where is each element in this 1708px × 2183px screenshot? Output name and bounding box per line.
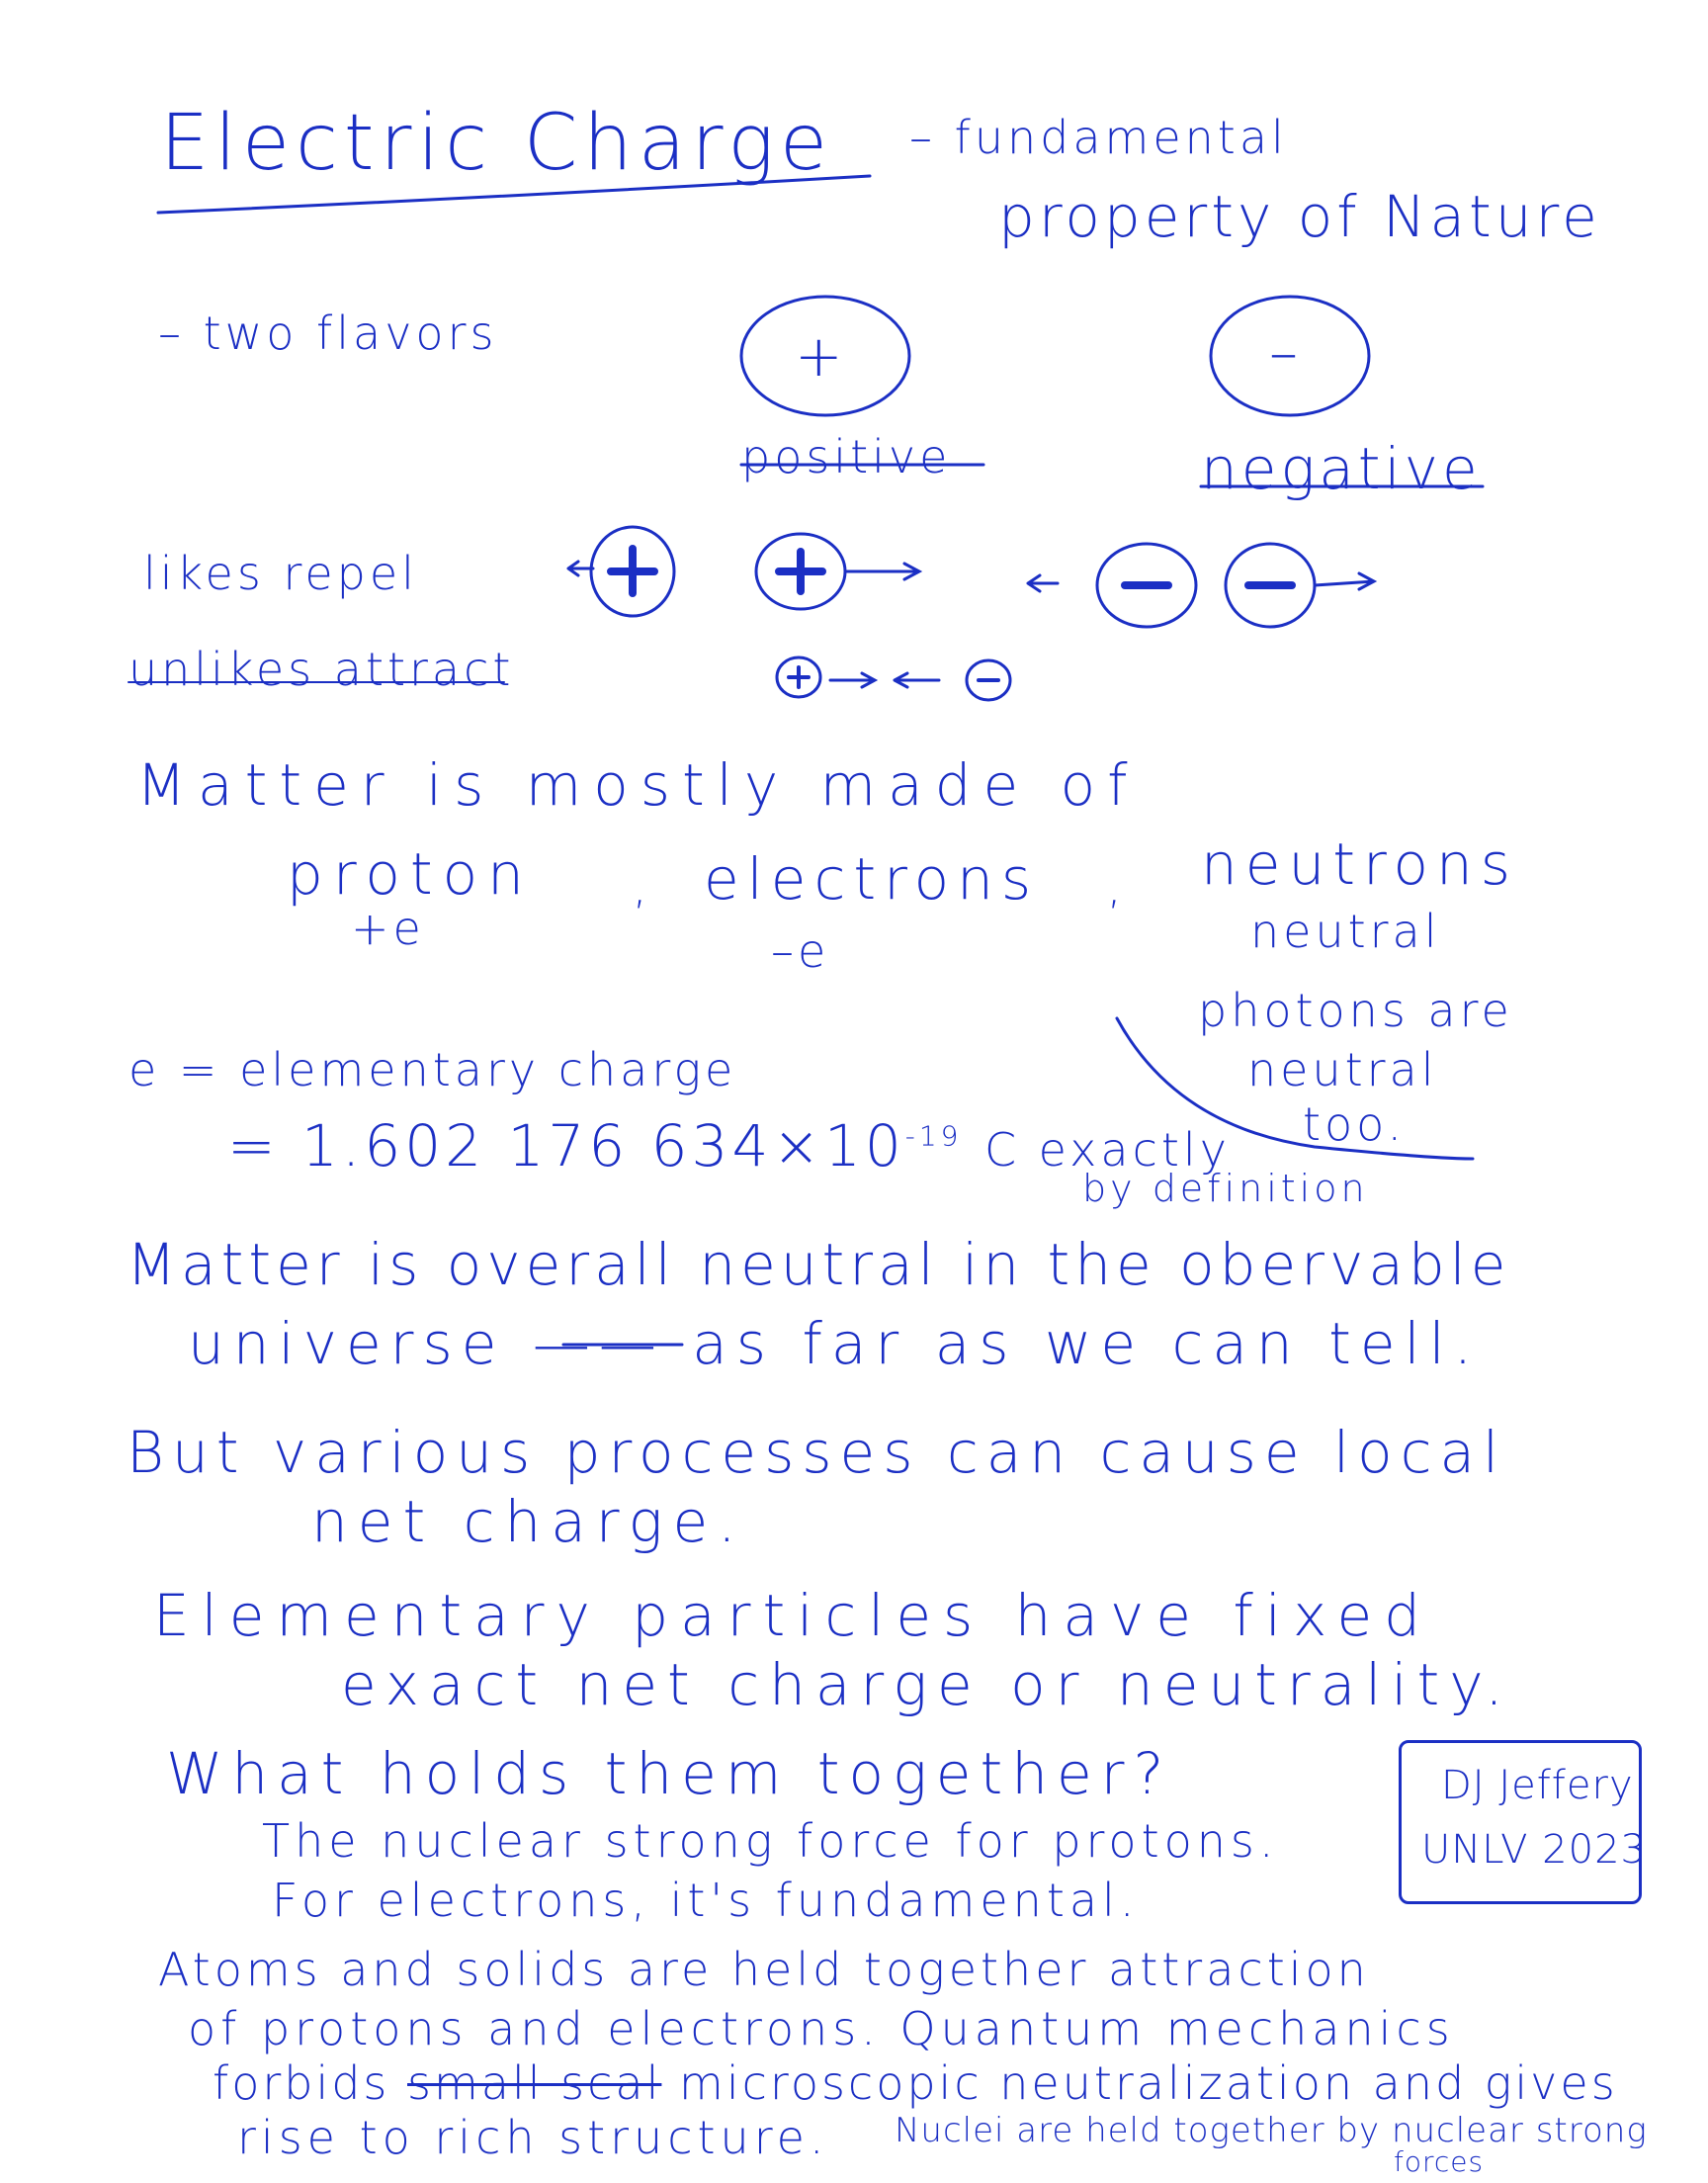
photon-note-curve: [1117, 1018, 1473, 1159]
likes-repel-label: likes repel: [143, 547, 418, 600]
atoms-line3-struck: small scal: [407, 2056, 662, 2110]
atoms-line4: rise to rich structure.: [237, 2111, 829, 2164]
elementary-line1: Elementary particles have fixed: [153, 1582, 1432, 1649]
positive-circle: [741, 297, 909, 415]
elementary-line2: exact net charge or neutrality.: [341, 1651, 1513, 1718]
atoms-line3-rest: microscopic neutralization and gives: [679, 2056, 1618, 2110]
electron-charge: –e: [771, 924, 830, 978]
separator-1: ,: [633, 860, 651, 914]
charge-value-prefix: = 1.602 176 634×10: [227, 1112, 905, 1179]
positive-symbol: +: [795, 322, 843, 390]
attract-pair: [128, 657, 1010, 700]
negative-label: negative: [1201, 435, 1482, 502]
negative-circle: [1211, 297, 1369, 415]
definition-note: by definition: [1082, 1167, 1369, 1210]
positive-label: positive: [741, 430, 952, 483]
proton-label: proton: [287, 840, 534, 908]
proton-charge: +e: [351, 902, 425, 955]
signature-name: DJ Jeffery: [1441, 1763, 1634, 1808]
processes-line1: But various processes can cause local: [127, 1419, 1507, 1486]
matter-heading: Matter is mostly made of: [136, 751, 1140, 819]
two-flavors-label: – two flavors: [158, 306, 498, 360]
title-note-line2: property of Nature: [998, 183, 1601, 250]
elementary-charge-definition: e = elementary charge: [128, 1043, 737, 1096]
photons-line3: too.: [1303, 1097, 1407, 1151]
signature-affiliation: UNLV 2023: [1421, 1827, 1647, 1873]
unlikes-attract-label: unlikes attract: [128, 643, 515, 696]
nuclei-line2: forces: [1394, 2145, 1485, 2178]
separator-2: ,: [1107, 860, 1126, 914]
page-title: Electric Charge: [160, 99, 834, 188]
nuclei-line1: Nuclei are held together by nuclear strong: [895, 2111, 1648, 2150]
holds-answer2: For electrons, it's fundamental.: [272, 1874, 1140, 1927]
negative-symbol: –: [1269, 318, 1298, 386]
negative-repel-pair: [1028, 544, 1374, 627]
processes-line2: net charge.: [311, 1488, 746, 1555]
title-underline: [158, 176, 870, 213]
electrons-label: electrons: [704, 845, 1040, 913]
holds-question: What holds them together?: [166, 1740, 1173, 1807]
charge-exponent: -19: [904, 1119, 963, 1153]
neutron-charge: neutral: [1250, 905, 1441, 958]
holds-answer1: The nuclear strong force for protons.: [262, 1814, 1279, 1868]
charge-unit: C exactly: [983, 1123, 1231, 1177]
neutral-line2: universe —— as far as we can tell.: [188, 1310, 1482, 1377]
atoms-line3-forbids: forbids: [213, 2056, 390, 2110]
neutral-line1: Matter is overall neutral in the obervable: [127, 1231, 1511, 1298]
neutrons-label: neutrons: [1201, 830, 1518, 898]
photons-line2: neutral: [1247, 1043, 1438, 1096]
atoms-line1: Atoms and solids are held together attraction: [158, 1943, 1370, 1996]
title-note-line1: – fundamental: [909, 111, 1288, 164]
photons-line1: photons are: [1198, 984, 1513, 1037]
positive-repel-pair: [568, 527, 919, 616]
atoms-line2: of protons and electrons. Quantum mechanics: [188, 2002, 1455, 2055]
